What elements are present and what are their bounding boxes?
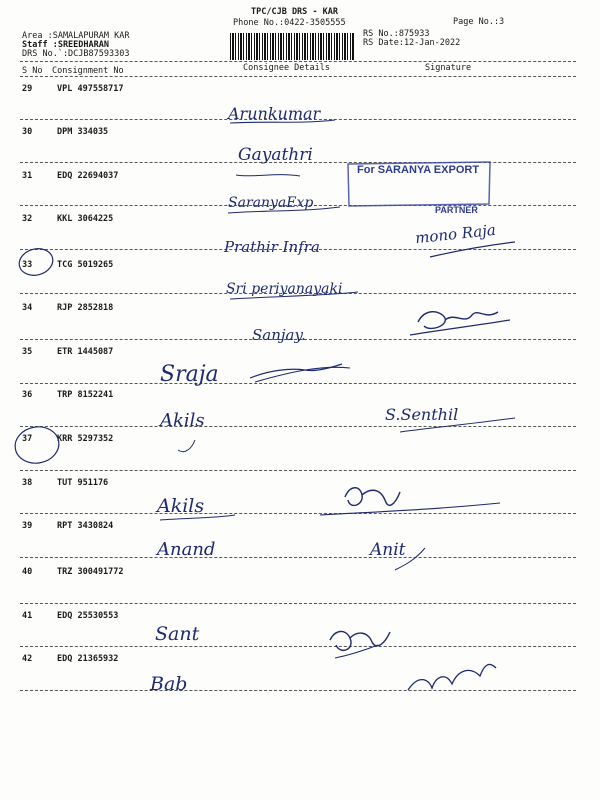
row-sno: 30: [22, 127, 33, 137]
row-sno: 34: [22, 303, 33, 313]
row-consignment: TUT 951176: [57, 478, 109, 488]
handwritten-name: Sant: [155, 623, 200, 645]
handwritten-name: Bab: [150, 673, 188, 695]
rs-date: RS Date:12-Jan-2022: [363, 38, 461, 48]
stamp-role: PARTNER: [435, 205, 478, 215]
col-consignee: Consignee Details: [243, 63, 330, 73]
handwritten-name: Sri periyanayaki: [226, 281, 343, 297]
row-sno: 39: [22, 521, 33, 531]
row-sno: 37: [22, 434, 33, 444]
row-sno: 32: [22, 214, 33, 224]
rs-number: RS No.:875933: [363, 29, 430, 39]
handwritten-name: Sanjay.: [252, 326, 306, 344]
row-consignment: VPL 497558717: [57, 84, 124, 94]
drs-number: DRS No.`:DCJB87593303: [22, 49, 130, 59]
row-sno: 36: [22, 390, 33, 400]
row-consignment: TRP 8152241: [57, 390, 114, 400]
row-sno: 35: [22, 347, 33, 357]
handwritten-name: Sraja: [160, 362, 219, 387]
row-consignment: EDQ 22694037: [57, 171, 119, 181]
row-consignment: EDQ 25530553: [57, 611, 119, 621]
row-consignment: KKL 3064225: [57, 214, 114, 224]
row-sno: 38: [22, 478, 33, 488]
handwritten-name: Akils: [157, 495, 205, 517]
area-label: Area :SAMALAPURAM KAR: [22, 31, 130, 41]
row-sno: 42: [22, 654, 33, 664]
row-consignment: TCG 5019265: [57, 260, 114, 270]
handwritten-name: SaranyaExp: [228, 195, 314, 211]
handwritten-signature: S.Senthil: [385, 405, 459, 424]
stamp-company: For SARANYA EXPORT: [357, 164, 480, 176]
handwritten-signature: Anit: [370, 540, 406, 560]
row-sno: 31: [22, 171, 33, 181]
row-consignment: DPM 334035: [57, 127, 109, 137]
page-number: Page No.:3: [453, 17, 505, 27]
row-consignment: RPT 3430824: [57, 521, 114, 531]
phone-number: Phone No.:0422-3505555: [233, 18, 346, 28]
handwritten-name: Akils: [160, 410, 205, 431]
row-sno: 40: [22, 567, 33, 577]
handwritten-name: Prathir Infra: [224, 238, 320, 256]
row-sno: 41: [22, 611, 33, 621]
row-consignment: ETR 1445087: [57, 347, 114, 357]
col-signature: Signature: [425, 63, 472, 73]
row-consignment: RJP 2852818: [57, 303, 114, 313]
handwritten-signature: mono Raja: [414, 220, 497, 248]
row-sno: 29: [22, 84, 33, 94]
sheet-title: TPC/CJB DRS - KAR: [251, 7, 338, 17]
handwritten-name: Gayathri: [238, 145, 313, 165]
staff-label: Staff :SREEDHARAN: [22, 40, 109, 50]
row-consignment: TRZ 300491772: [57, 567, 124, 577]
handwritten-name: Arunkumar: [228, 104, 321, 123]
col-consignment: Consignment No: [52, 66, 124, 76]
col-sno: S No: [22, 66, 43, 76]
row-sno: 33: [22, 260, 33, 270]
handwritten-name: Anand: [157, 539, 216, 560]
row-consignment: EDQ 21365932: [57, 654, 119, 664]
row-consignment: KRR 5297352: [57, 434, 114, 444]
